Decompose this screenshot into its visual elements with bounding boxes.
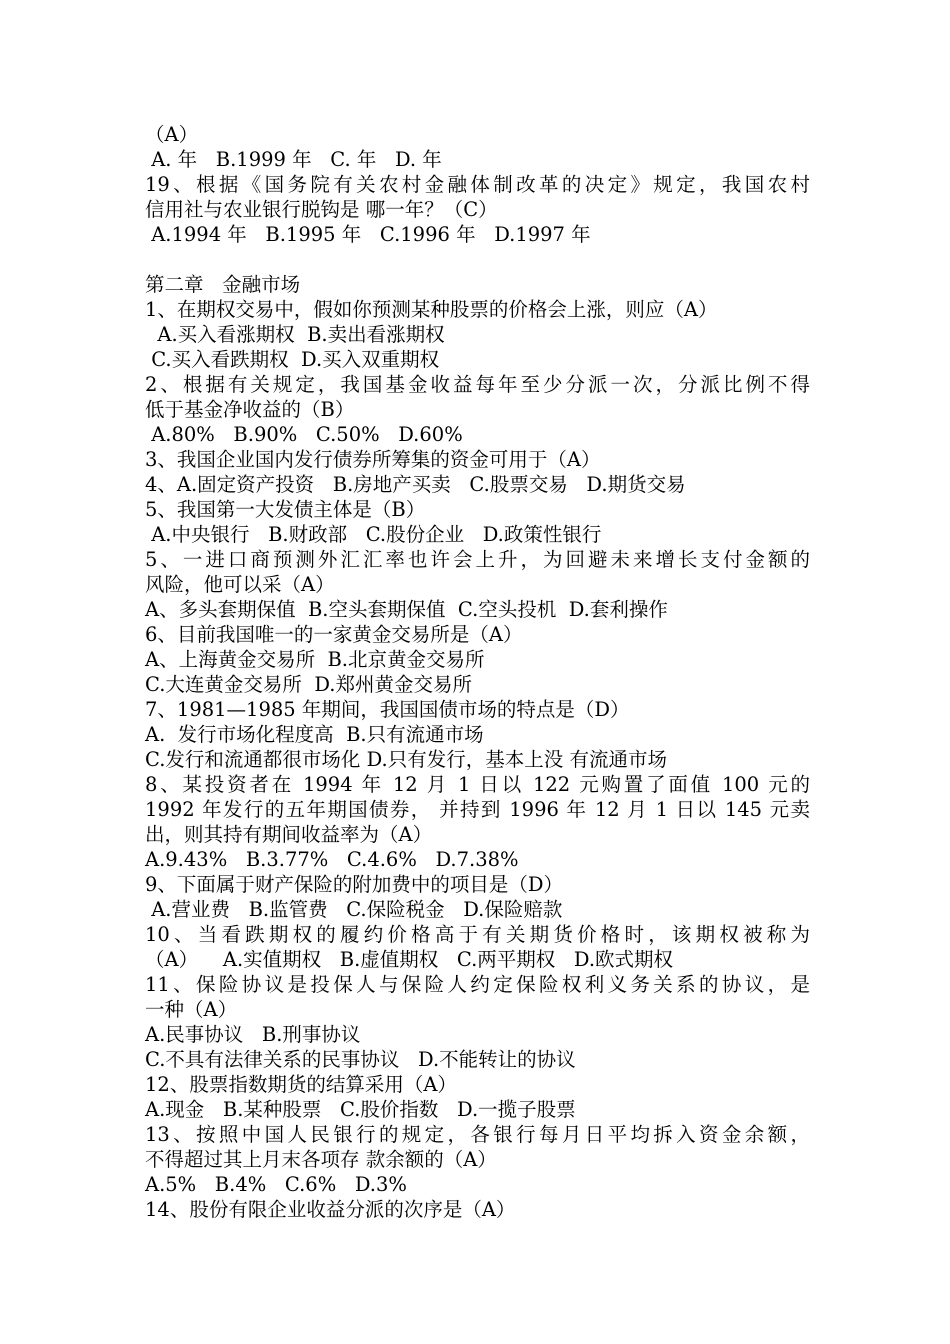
text-line: A.营业费 B.监管费 C.保险税金 D.保险赔款 [145, 898, 563, 921]
text-line: A.5% B.4% C.6% D.3% [145, 1173, 407, 1196]
text-line: 14、股份有限企业收益分派的次序是（A） [145, 1198, 516, 1221]
text-line: （A） A.实值期权 B.虚值期权 C.两平期权 D.欧式期权 [145, 948, 674, 971]
text-line: 2、根据有关规定，我国基金收益每年至少分派一次，分派比例不得 [145, 373, 810, 396]
text-line: C.买入看跌期权 D.买入双重期权 [145, 348, 440, 371]
text-line: 9、下面属于财产保险的附加费中的项目是（D） [145, 873, 564, 896]
text-line: A.民事协议 B.刑事协议 [145, 1023, 361, 1046]
text-line: 19、根据《国务院有关农村金融体制改革的决定》规定，我国农村 [145, 173, 810, 196]
document-body [145, 122, 810, 1222]
text-line: 10、当看跌期权的履约价格高于有关期货价格时，该期权被称为 [145, 923, 810, 946]
text-line: A、多头套期保值 B.空头套期保值 C.空头投机 D.套利操作 [145, 598, 668, 621]
text-line: A.9.43% B.3.77% C.4.6% D.7.38% [145, 848, 519, 871]
text-line: 不得超过其上月末各项存 款余额的（A） [145, 1148, 497, 1171]
text-line: 1、在期权交易中，假如你预测某种股票的价格会上涨，则应（A） [145, 298, 718, 321]
text-line: 7、1981—1985 年期间，我国国债市场的特点是（D） [145, 698, 630, 721]
text-line: A.买入看涨期权 B.卖出看涨期权 [145, 323, 445, 346]
text-line: 信用社与农业银行脱钩是 哪一年？（C） [145, 198, 498, 221]
text-line: 第二章 金融市场 [145, 273, 301, 296]
text-line: 低于基金净收益的（B） [145, 398, 355, 421]
text-line: 4、A.固定资产投资 B.房地产买卖 C.股票交易 D.期货交易 [145, 473, 686, 496]
text-line: 1992 年发行的五年期国债券， 并持到 1996 年 12 月 1 日以 145 元卖 [145, 798, 810, 821]
text-line: 5、我国第一大发债主体是（B） [145, 498, 426, 521]
text-line: 风险，他可以采（A） [145, 573, 335, 596]
text-line: 6、目前我国唯一的一家黄金交易所是（A） [145, 623, 523, 646]
text-line: 11、保险协议是投保人与保险人约定保险权利义务关系的协议，是 [145, 973, 810, 996]
text-line: 13、按照中国人民银行的规定，各银行每月日平均拆入资金余额， [145, 1123, 810, 1146]
text-line: C.不具有法律关系的民事协议 D.不能转让的协议 [145, 1048, 576, 1071]
text-line: 8、某投资者在 1994 年 12 月 1 日以 122 元购置了面值 100 元的 [145, 773, 810, 796]
text-line: A. 年 B.1999 年 C. 年 D. 年 [145, 148, 442, 171]
text-line: A.中央银行 B.财政部 C.股份企业 D.政策性银行 [145, 523, 602, 546]
text-line: 出，则其持有期间收益率为（A） [145, 823, 433, 846]
text-line: 一种（A） [145, 998, 238, 1021]
text-line: C.大连黄金交易所 D.郑州黄金交易所 [145, 673, 472, 696]
text-line: A.现金 B.某种股票 C.股价指数 D.一揽子股票 [145, 1098, 576, 1121]
text-line: C.发行和流通都很市场化 D.只有发行，基本上没 有流通市场 [145, 748, 667, 771]
text-line: （A） [145, 123, 199, 146]
text-line: 5、一进口商预测外汇汇率也许会上升，为回避未来增长支付金额的 [145, 548, 810, 571]
text-line: 3、我国企业国内发行债券所筹集的资金可用于（A） [145, 448, 601, 471]
text-line: 12、股票指数期货的结算采用（A） [145, 1073, 457, 1096]
text-line: A.80% B.90% C.50% D.60% [145, 423, 463, 446]
text-line: A、上海黄金交易所 B.北京黄金交易所 [145, 648, 485, 671]
text-line: A.1994 年 B.1995 年 C.1996 年 D.1997 年 [145, 223, 591, 246]
blank-line [145, 247, 810, 272]
text-line: A. 发行市场化程度高 B.只有流通市场 [145, 723, 484, 746]
